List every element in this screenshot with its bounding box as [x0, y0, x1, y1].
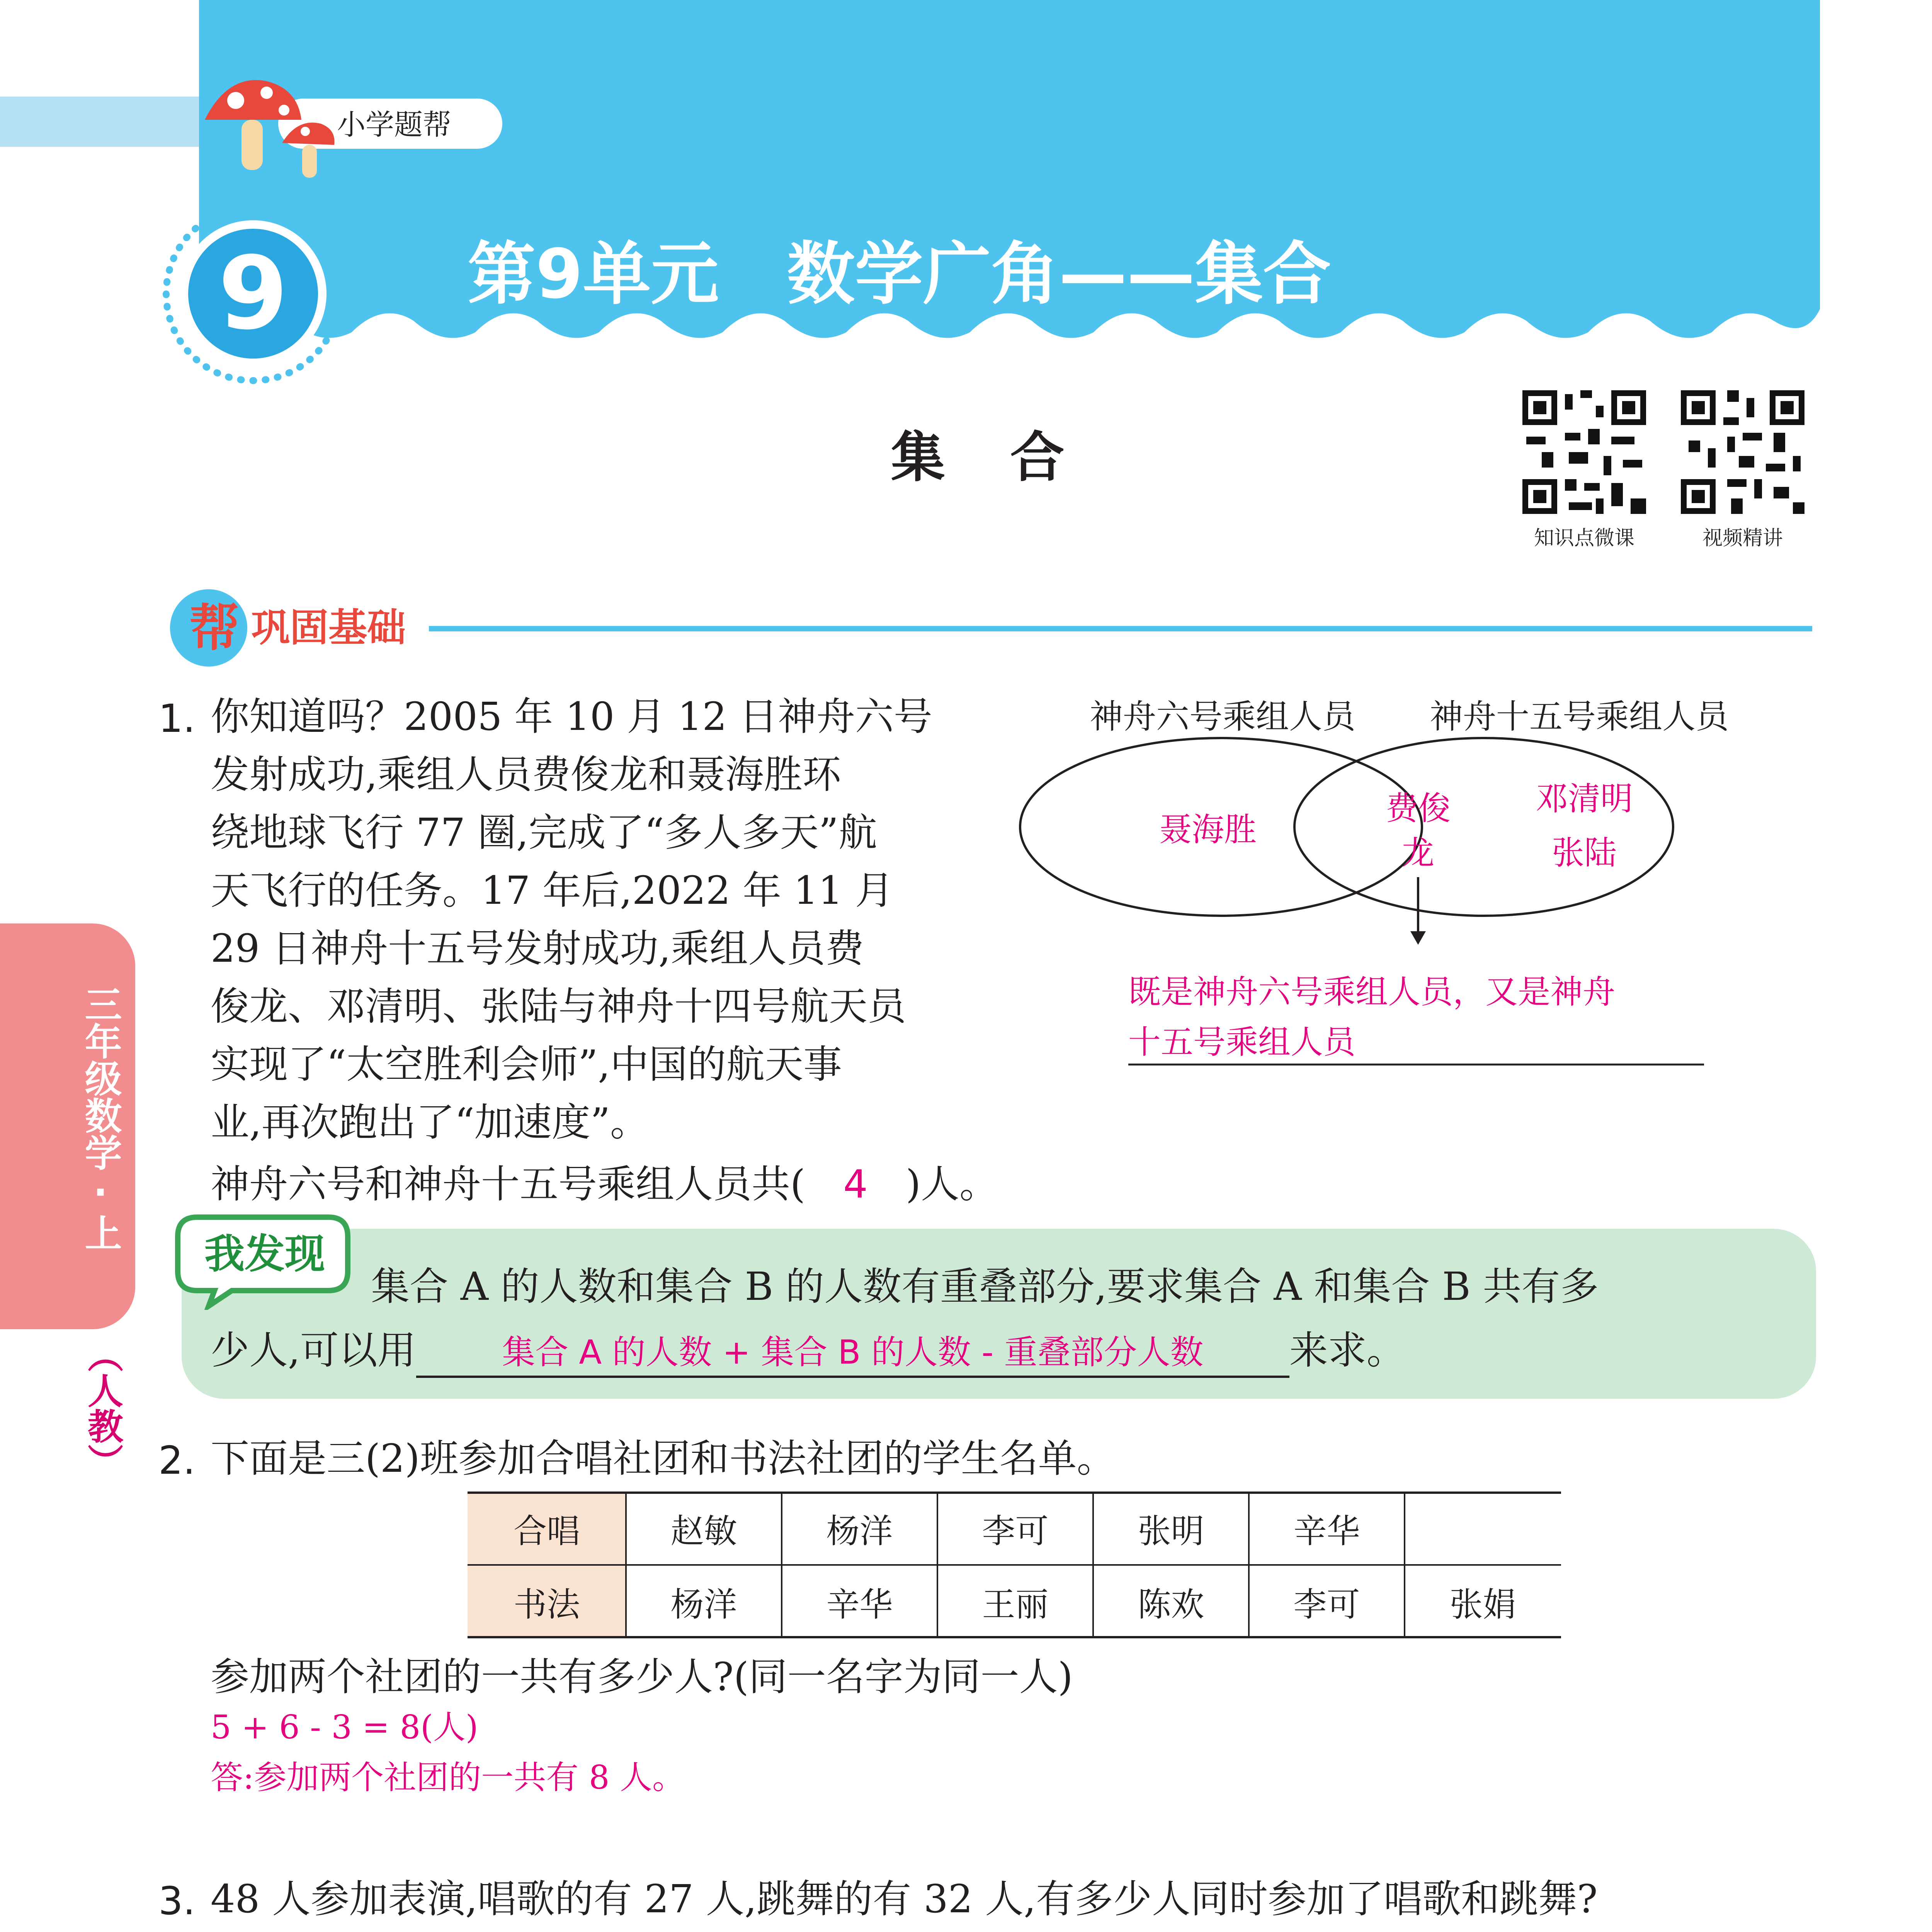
- q1-answer: 4: [843, 1162, 868, 1207]
- venn-note-line1: 既是神舟六号乘组人员，又是神舟: [1128, 973, 1616, 1011]
- q3-formula: [211, 1926, 561, 1932]
- discover-badge: 我发现: [204, 1230, 325, 1277]
- venn-left-only: 聂海胜: [1159, 811, 1257, 849]
- venn-label-left: 神舟六号乘组人员: [1090, 697, 1355, 736]
- q2-text: 下面是三(2)班参加合唱社团和书法社团的学生名单。: [211, 1436, 1116, 1481]
- table-cell: 杨洋: [670, 1585, 737, 1624]
- header-banner: [0, 0, 1932, 386]
- discover-line2: [211, 1321, 1405, 1379]
- table-cell: 李可: [1293, 1585, 1360, 1624]
- discover-blank-answer: 集合 A 的人数 + 集合 B 的人数 - 重叠部分人数: [416, 1329, 1289, 1378]
- discover-line2-prefix: 少人,可以用: [211, 1328, 416, 1373]
- q1-line: 发射成功,乘组人员费俊龙和聂海胜环: [211, 752, 841, 797]
- q1-line: 业,再次跑出了“加速度”。: [211, 1100, 649, 1145]
- brand-label: 小学题帮: [337, 108, 451, 141]
- qr-code-micro-lesson-icon[interactable]: [1519, 386, 1650, 518]
- venn-diagram: [1012, 688, 1824, 1074]
- side-tab-edition: （人教）: [82, 1337, 123, 1479]
- q1-question-suffix: )人。: [906, 1162, 998, 1207]
- qr-label-micro-lesson: 知识点微课: [1534, 527, 1634, 550]
- unit-title: 第9单元 数学广角——集合: [468, 235, 1331, 314]
- q1-line: 你知道吗？2005 年 10 月 12 日神舟六号: [211, 694, 932, 739]
- venn-overlap-line1: 费俊: [1385, 789, 1451, 827]
- q1-question: [211, 1155, 998, 1213]
- discover-line2-suffix: 来求。: [1289, 1328, 1405, 1373]
- table-cell: 李可: [982, 1512, 1049, 1551]
- table-cell: 辛华: [1293, 1512, 1360, 1551]
- unit-number: 9: [218, 235, 288, 352]
- table-cell: 王丽: [982, 1585, 1049, 1624]
- qr-label-video: 视频精讲: [1702, 527, 1783, 550]
- table-cell: 赵敏: [670, 1512, 737, 1551]
- q2-formula: 5 + 6 - 3 = 8(人): [211, 1708, 478, 1746]
- table-cell: 张娟: [1449, 1585, 1516, 1624]
- table-cell: 张明: [1138, 1512, 1204, 1551]
- q3-text: 48 人参加表演,唱歌的有 27 人,跳舞的有 32 人,有多少人同时参加了唱歌和跳舞?: [211, 1876, 1598, 1922]
- q3-number: 3.: [158, 1878, 196, 1923]
- qr-code-video-icon[interactable]: [1677, 386, 1808, 518]
- table-cell: 陈欢: [1138, 1585, 1204, 1624]
- table-cell: [1405, 1492, 1561, 1565]
- q1-number: 1.: [158, 696, 196, 741]
- q1-line: 实现了“太空胜利会师”,中国的航天事: [211, 1042, 842, 1087]
- q1-line: 29 日神舟十五号发射成功,乘组人员费: [211, 926, 864, 971]
- venn-right-only-line2: 张陆: [1551, 834, 1617, 872]
- club-table: [468, 1492, 1561, 1638]
- table-row-header: 合唱: [514, 1512, 580, 1551]
- section-basic-header: [162, 587, 1824, 668]
- venn-note-line2: 十五号乘组人员: [1128, 1023, 1356, 1061]
- lesson-title: 集 合: [891, 426, 1088, 489]
- discover-line1: 集合 A 的人数和集合 B 的人数有重叠部分,要求集合 A 和集合 B 共有多: [371, 1264, 1599, 1309]
- q2-number: 2.: [158, 1438, 196, 1483]
- q2-answer: 答:参加两个社团的一共有 8 人。: [211, 1759, 685, 1796]
- q1-question-prefix: 神舟六号和神舟十五号乘组人员共(: [211, 1162, 806, 1207]
- table-row-header: 书法: [514, 1585, 580, 1624]
- venn-right-only-line1: 邓清明: [1535, 780, 1633, 818]
- section-badge: 帮: [189, 599, 240, 657]
- venn-label-right: 神舟十五号乘组人员: [1430, 697, 1729, 736]
- table-cell: 杨洋: [826, 1512, 893, 1551]
- q1-line: 俊龙、邓清明、张陆与神舟十四号航天员: [211, 984, 906, 1029]
- side-tab-grade: 三年级数学·上: [79, 985, 122, 1251]
- venn-overlap-line2: 龙: [1401, 834, 1434, 872]
- section-basic-title: 巩固基础: [251, 605, 406, 650]
- table-cell: 辛华: [826, 1585, 893, 1624]
- q1-line: 绕地球飞行 77 圈,完成了“多人多天”航: [211, 810, 877, 855]
- q1-line: 天飞行的任务。17 年后,2022 年 11 月: [211, 868, 894, 913]
- q2-question: 参加两个社团的一共有多少人?(同一名字为同一人): [211, 1654, 1073, 1699]
